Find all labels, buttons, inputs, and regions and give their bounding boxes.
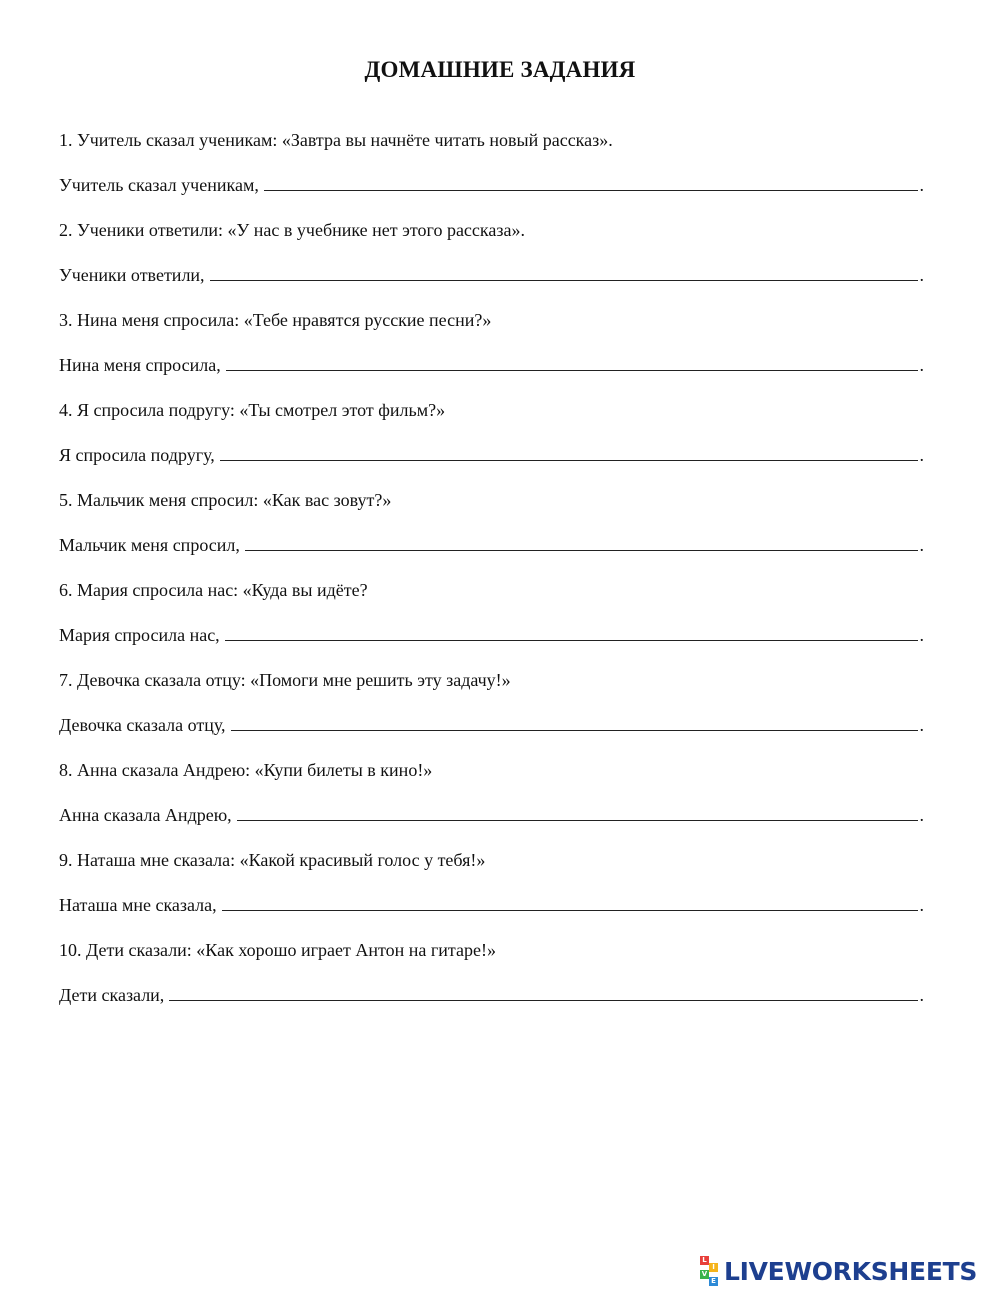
answer-blank[interactable] bbox=[169, 984, 917, 1001]
exercise-sentence: 3. Нина меня спросила: «Тебе нравятся русские песни?» bbox=[59, 310, 492, 330]
answer-period: . bbox=[919, 985, 924, 1005]
exercise-sentence: 1. Учитель сказал ученикам: «Завтра вы начнёте читать новый рассказ». bbox=[59, 130, 613, 150]
answer-row bbox=[59, 803, 924, 827]
answer-period: . bbox=[919, 535, 924, 555]
answer-period: . bbox=[919, 175, 924, 195]
logo-block: L bbox=[700, 1256, 709, 1265]
liveworksheets-logo bbox=[698, 1254, 977, 1288]
answer-prompt: Ученики ответили, bbox=[59, 265, 205, 285]
answer-row bbox=[59, 443, 924, 467]
exercise-sentence: 4. Я спросила подругу: «Ты смотрел этот фильм?» bbox=[59, 400, 446, 420]
answer-blank[interactable] bbox=[210, 264, 918, 281]
exercise-sentence: 2. Ученики ответили: «У нас в учебнике нет этого рассказа». bbox=[59, 220, 525, 240]
page-title: ДОМАШНИЕ ЗАДАНИЯ bbox=[364, 57, 636, 82]
exercise-sentence: 9. Наташа мне сказала: «Какой красивый голос у тебя!» bbox=[59, 850, 486, 870]
logo-block: V bbox=[701, 1270, 708, 1278]
answer-period: . bbox=[919, 715, 924, 735]
answer-prompt: Нина меня спросила, bbox=[59, 355, 221, 375]
answer-blank[interactable] bbox=[226, 354, 918, 371]
answer-row bbox=[59, 353, 924, 377]
answer-prompt: Учитель сказал ученикам, bbox=[59, 175, 259, 195]
answer-blank[interactable] bbox=[220, 444, 918, 461]
answer-prompt: Девочка сказала отцу, bbox=[59, 715, 226, 735]
logo-block: I bbox=[709, 1263, 718, 1272]
answer-period: . bbox=[919, 265, 924, 285]
exercise-sentence: 6. Мария спросила нас: «Куда вы идёте? bbox=[59, 580, 368, 600]
answer-prompt: Мария спросила нас, bbox=[59, 625, 220, 645]
answer-row bbox=[59, 623, 924, 647]
answer-blank[interactable] bbox=[222, 894, 918, 911]
logo-blocks-icon bbox=[698, 1256, 720, 1286]
logo-text: LIVEWORKSHEETS bbox=[724, 1256, 978, 1286]
answer-blank[interactable] bbox=[231, 714, 918, 731]
logo-block: E bbox=[709, 1277, 718, 1286]
answer-row bbox=[59, 533, 924, 557]
answer-period: . bbox=[919, 805, 924, 825]
answer-row bbox=[59, 713, 924, 737]
answer-blank[interactable] bbox=[225, 624, 918, 641]
answer-period: . bbox=[919, 445, 924, 465]
answer-row bbox=[59, 263, 924, 287]
answer-prompt: Наташа мне сказала, bbox=[59, 895, 217, 915]
answer-prompt: Дети сказали, bbox=[59, 985, 165, 1005]
answer-blank[interactable] bbox=[264, 174, 918, 191]
answer-period: . bbox=[919, 895, 924, 915]
answer-row bbox=[59, 893, 924, 917]
answer-period: . bbox=[919, 625, 924, 645]
answer-row bbox=[59, 173, 924, 197]
answer-blank[interactable] bbox=[237, 804, 918, 821]
answer-period: . bbox=[919, 355, 924, 375]
exercise-sentence: 8. Анна сказала Андрею: «Купи билеты в кино!» bbox=[59, 760, 433, 780]
exercise-sentence: 7. Девочка сказала отцу: «Помоги мне решить эту задачу!» bbox=[59, 670, 511, 690]
exercise-sentence: 5. Мальчик меня спросил: «Как вас зовут?» bbox=[59, 490, 392, 510]
answer-prompt: Я спросила подругу, bbox=[59, 445, 215, 465]
exercise-sentence: 10. Дети сказали: «Как хорошо играет Антон на гитаре!» bbox=[59, 940, 496, 960]
answer-prompt: Анна сказала Андрею, bbox=[59, 805, 232, 825]
answer-row bbox=[59, 983, 924, 1007]
answer-prompt: Мальчик меня спросил, bbox=[59, 535, 240, 555]
answer-blank[interactable] bbox=[245, 534, 918, 551]
